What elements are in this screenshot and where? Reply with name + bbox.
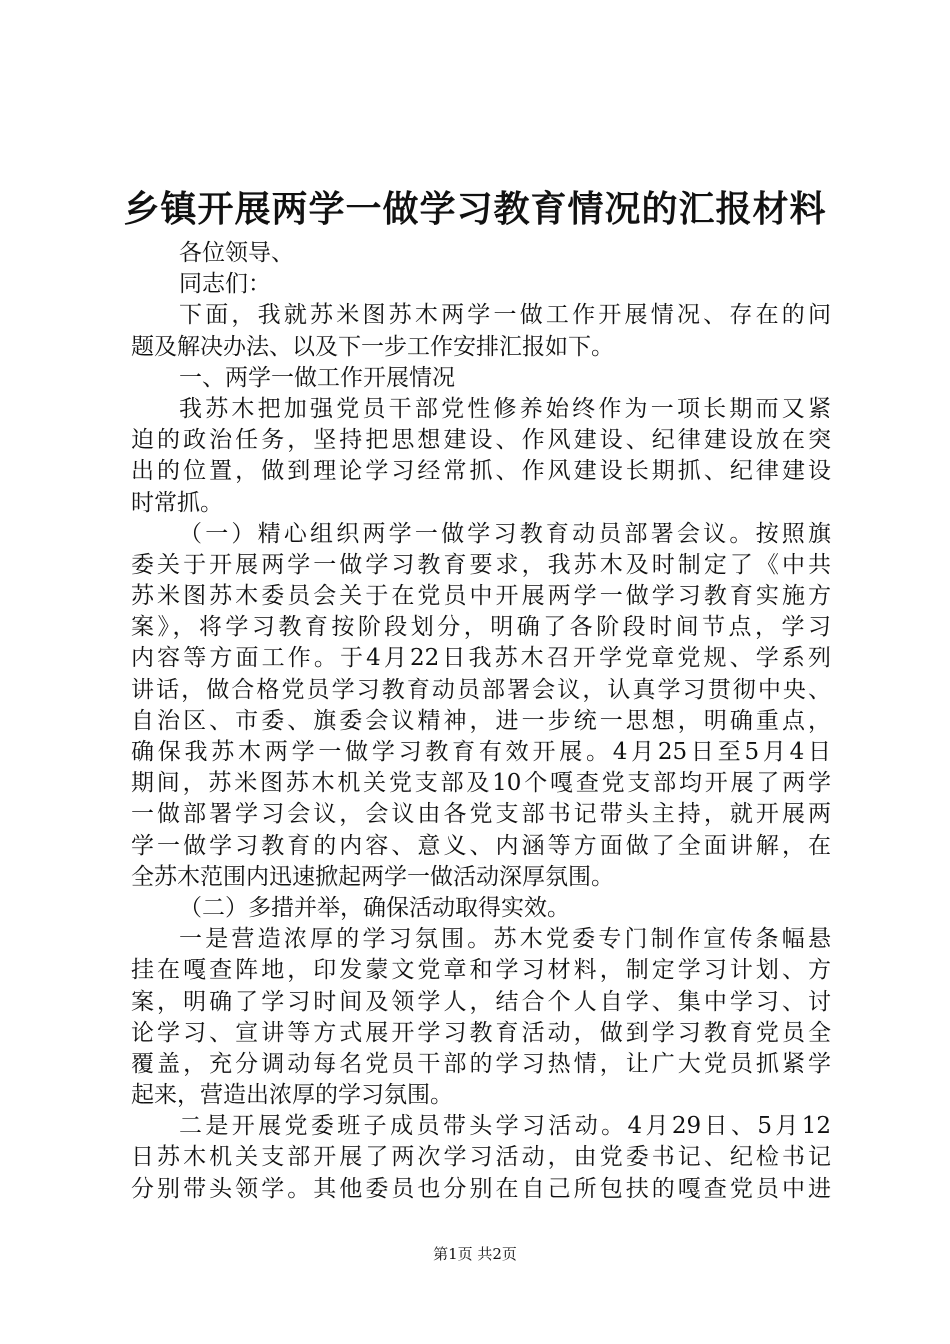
- page-footer: 第1页 共2页: [433, 1245, 517, 1263]
- paragraph-line: 分别带头领学。其他委员也分别在自己所包扶的嘎查党员中进: [131, 1175, 831, 1202]
- paragraph-line: 时常抓。: [131, 489, 223, 516]
- paragraph-line: 内容等方面工作。于4月22日我苏木召开学党章党规、学系列: [131, 645, 831, 672]
- paragraph-line: 自治区、市委、旗委会议精神，进一步统一思想，明确重点，: [131, 707, 831, 734]
- paragraph-line: 我苏木把加强党员干部党性修养始终作为一项长期而又紧: [179, 395, 831, 422]
- paragraph-line: 讲话，做合格党员学习教育动员部署会议，认真学习贯彻中央、: [131, 676, 831, 703]
- paragraph-line: 起来，营造出浓厚的学习氛围。: [131, 1082, 453, 1109]
- section-heading: 一、两学一做工作开展情况: [179, 364, 455, 391]
- subsection-heading: （二）多措并举，确保活动取得实效。: [179, 894, 570, 921]
- paragraph-line: 迫的政治任务，坚持把思想建设、作风建设、纪律建设放在突: [131, 427, 831, 454]
- paragraph-line: 全苏木范围内迅速掀起两学一做活动深厚氛围。: [131, 863, 614, 890]
- salutation-line: 同志们：: [179, 271, 271, 298]
- paragraph-line: 一是营造浓厚的学习氛围。苏木党委专门制作宣传条幅悬: [179, 926, 831, 953]
- paragraph-line: 确保我苏木两学一做学习教育有效开展。4月25日至5月4日: [131, 739, 831, 765]
- paragraph-line: 苏米图苏木委员会关于在党员中开展两学一做学习教育实施方: [131, 583, 831, 610]
- paragraph-line: 日苏木机关支部开展了两次学习活动，由党委书记、纪检书记: [131, 1144, 831, 1171]
- paragraph-line: 挂在嘎查阵地，印发蒙文党章和学习材料，制定学习计划、方: [131, 957, 831, 984]
- paragraph-line: 二是开展党委班子成员带头学习活动。4月29日、5月12: [179, 1113, 831, 1140]
- paragraph-line: （一）精心组织两学一做学习教育动员部署会议。按照旗: [179, 520, 831, 547]
- paragraph-line: 学一做学习教育的内容、意义、内涵等方面做了全面讲解，在: [131, 832, 831, 859]
- paragraph-line: 案》，将学习教育按阶段划分，明确了各阶段时间节点，学习: [131, 614, 831, 641]
- paragraph-line: 出的位置，做到理论学习经常抓、作风建设长期抓、纪律建设: [131, 458, 831, 485]
- paragraph-line: 委关于开展两学一做学习教育要求，我苏木及时制定了《中共: [131, 551, 831, 578]
- paragraph-line: 期间，苏米图苏木机关党支部及10个嘎查党支部均开展了两学: [131, 770, 831, 797]
- paragraph-line: 覆盖，充分调动每名党员干部的学习热情，让广大党员抓紧学: [131, 1050, 831, 1077]
- paragraph-line: 案，明确了学习时间及领学人，结合个人自学、集中学习、讨: [131, 988, 831, 1015]
- paragraph-line: 下面，我就苏米图苏木两学一做工作开展情况、存在的问: [179, 302, 831, 329]
- document-body: [131, 238, 831, 1205]
- salutation-line: 各位领导、: [179, 240, 294, 266]
- document-title: 乡镇开展两学一做学习教育情况的汇报材料: [123, 188, 827, 230]
- paragraph-line: 论学习、宣讲等方式展开学习教育活动，做到学习教育党员全: [131, 1019, 831, 1046]
- paragraph-line: 一做部署学习会议，会议由各党支部书记带头主持，就开展两: [131, 801, 831, 828]
- paragraph-line: 题及解决办法、以及下一步工作安排汇报如下。: [131, 333, 614, 360]
